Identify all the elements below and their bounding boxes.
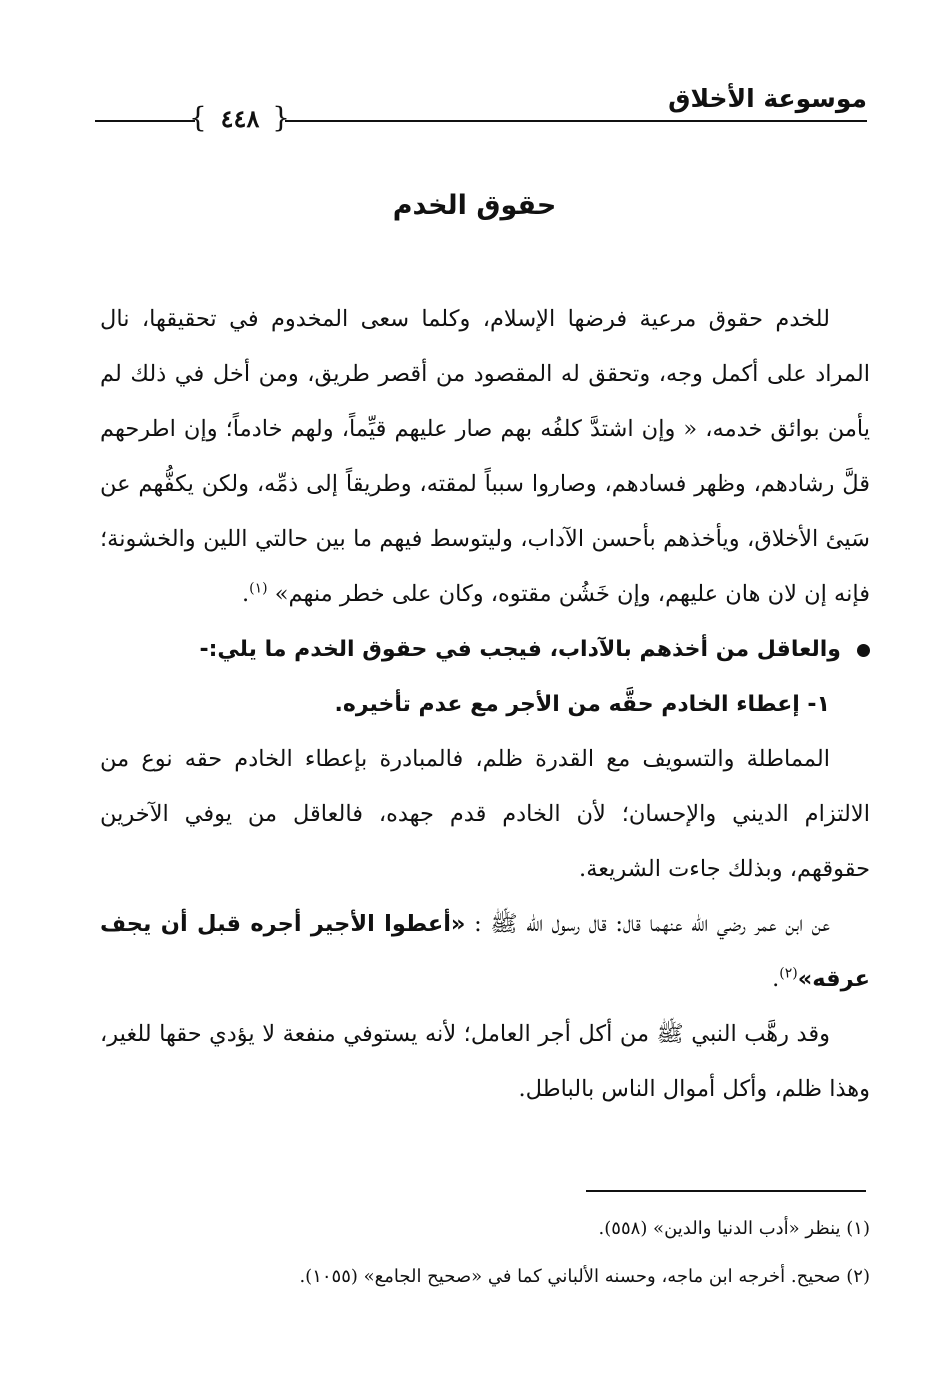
section-title: حقوق الخدم — [392, 190, 557, 221]
footnote-ref-2: (٢) — [779, 965, 798, 982]
intro-paragraph-text: للخدم حقوق مرعية فرضها الإسلام، وكلما سعى المخدوم في تحقيقها، نال المراد على أكمل وجه، وتحقق له المقصود من أقصر طريق، ومن أخل في ذلك لم يأمن بوائق خدمه، « وإن اشتدَّ كلفُه بهم صار عليهم قيِّماً، ولهم خادماً؛ وإن اطرحهم قلَّ رشادهم، وظهر فسادهم، وصاروا سبباً لمقته، وطريقاً إلى ذمِّه، ولكن يكفُّهم عن سَيئ الأخلاق، ويأخذهم بأحسن الآداب، وليتوسط فيهم ما بين حالتي اللين والخشونة؛ فإنه إن لان هان عليهم، وإن خَشُن مقتوه، وكان على خطر منهم» — [100, 306, 870, 607]
footnote-2: (٢) صحيح. أخرجه ابن ماجه، وحسنه الألباني كما في «صحيح الجامع» (١٠٥٥). — [299, 1266, 870, 1287]
bullet-text: والعاقل من أخذهم بالآداب، فيجب في حقوق الخدم ما يلي:- — [199, 637, 841, 662]
footnote-ref-1: (١) — [249, 580, 268, 597]
bullet-icon — [857, 644, 870, 657]
footnote-rule — [586, 1190, 866, 1192]
hadith-intro: عن ابن عمر رضي الله عنهما قال: قال رسول الله ﷺ : — [474, 911, 830, 937]
body-text — [100, 292, 870, 1117]
paragraph-3: وقد رهَّب النبي ﷺ من أكل أجر العامل؛ لأنه يستوفي منفعة لا يؤدي حقها للغير، وهذا ظلم، وأكل أموال الناس بالباطل. — [100, 1021, 870, 1102]
point-1-heading: ١- إعطاء الخادم حقَّه من الأجر مع عدم تأخيره. — [334, 692, 830, 717]
footnotes — [100, 1205, 870, 1301]
page-number: { ٤٤٨ } — [195, 102, 285, 136]
intro-paragraph: للخدم حقوق مرعية فرضها الإسلام، وكلما سعى المخدوم في تحقيقها، نال المراد على أكمل وجه، وتحقق له المقصود من أقصر طريق، ومن أخل في ذلك لم يأمن بوائق خدمه، « وإن اشتدَّ كلفُه بهم صار عليهم قيِّماً، ولهم خادماً؛ وإن اطرحهم قلَّ رشادهم، وظهر فسادهم، وصاروا سبباً لمقته، وطريقاً إلى ذمِّه، ولكن يكفُّهم عن سَيئ الأخلاق، ويأخذهم بأحسن الآداب، وليتوسط فيهم ما بين حالتي اللين والخشونة؛ فإنه إن لان هان عليهم، وإن خَشُن مقتوه، وكان على خطر منهم» $^{(١)}$. — [100, 306, 870, 607]
hadith-paragraph: عن ابن عمر رضي الله عنهما قال: قال رسول الله ﷺ : «أعطوا الأجير أجره قبل أن يجف عرقه»$^{(٢)}$. — [100, 911, 870, 992]
hadith-text: «أعطوا الأجير أجره قبل أن يجف عرقه» — [100, 911, 870, 992]
page-header — [95, 82, 867, 133]
paragraph-2: المماطلة والتسويف مع القدرة ظلم، فالمبادرة بإعطاء الخادم حقه نوع من الالتزام الديني والإحسان؛ لأن الخادم قدم جهده، فالعاقل من يوفي الآخرين حقوقهم، وبذلك جاءت الشريعة. — [100, 746, 870, 882]
footnote-1: (١) ينظر «أدب الدنيا والدين» (٥٥٨). — [598, 1218, 870, 1239]
bullet-item — [100, 622, 870, 677]
book-title: موسوعة الأخلاق — [662, 84, 867, 113]
page-number-ornament — [95, 94, 345, 134]
